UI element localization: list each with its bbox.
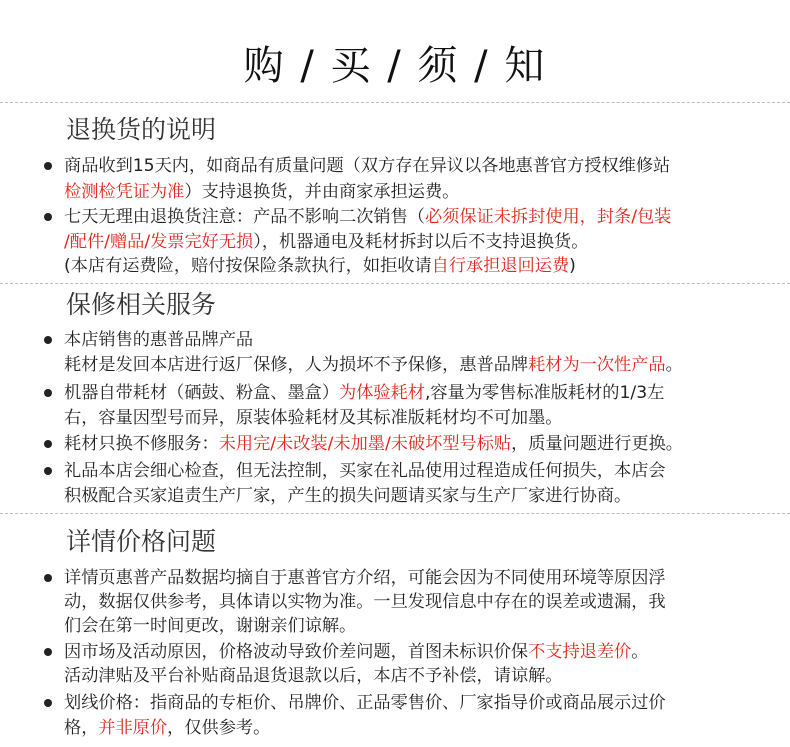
divider (0, 513, 790, 514)
pricing-item-2-line-2: 活动津贴及平台补贴商品退货退款以后，本店不予补偿，请谅解。 (64, 666, 563, 686)
body-text: ，仅供参考。 (167, 718, 271, 738)
section-heading-returns: 退换货的说明 (66, 115, 217, 144)
warranty-item-2-line-2: 右，容量因型号而异，原装体验耗材及其标准版耗材均不可加墨。 (64, 408, 563, 428)
pricing-item-1-line-2: 动，数据仅供参考，具体请以实物为准。一旦发现信息中存在的误差或遗漏，我 (64, 592, 666, 612)
returns-item-1-line-2 (64, 180, 459, 204)
warranty-item-4-line-1: 礼品本店会细心检查，但无法控制，买家在礼品使用过程造成任何损失，本店会 (64, 461, 666, 481)
bullet-icon (44, 574, 52, 582)
divider (0, 283, 790, 284)
bullet-icon (44, 440, 52, 448)
warranty-item-3-line-1 (64, 432, 683, 456)
body-text: ，质量问题进行更换。 (511, 434, 683, 454)
body-text: 耗材是发回本店进行返厂保修，人为损坏不予保修，惠普品牌 (64, 355, 529, 375)
returns-item-2-line-3 (64, 254, 576, 278)
bullet-icon (44, 389, 52, 397)
pricing-item-3-line-1: 划线价格：指商品的专柜价、吊牌价、正品零售价、厂家指导价或商品展示过价 (64, 693, 666, 713)
warranty-item-1-line-1: 本店销售的惠普品牌产品 (64, 330, 254, 350)
highlight-text: 并非原价 (98, 718, 168, 738)
page-title: 购 / 买 / 须 / 知 (243, 43, 547, 89)
warranty-item-2-line-1 (64, 381, 664, 405)
highlight-text: /配件/赠品/发票完好无损 (64, 232, 254, 252)
bullet-icon (44, 648, 52, 656)
body-text: 因市场及活动原因，价格波动导致价差问题，首图未标识价保 (64, 642, 529, 662)
returns-item-1-line-1: 商品收到15天内，如商品有质量问题（双方存在异议以各地惠普官方授权维修站 (64, 156, 671, 176)
body-text: 机器自带耗材（硒鼓、粉盒、墨盒） (64, 383, 340, 403)
section-heading-pricing: 详情价格问题 (66, 527, 217, 556)
highlight-text: 自行承担退回运费 (431, 256, 570, 276)
body-text: 七天无理由退换货注意：产品不影响二次销售（ (64, 207, 425, 227)
bullet-icon (44, 336, 52, 344)
returns-item-2-line-1 (64, 205, 671, 229)
highlight-text: 未用完/未改装/未加墨/未破坏型号标贴 (218, 434, 512, 454)
body-text: ) (569, 256, 576, 276)
body-text: 格， (64, 718, 99, 738)
pricing-item-1-line-3: 们会在第一时间更改，谢谢亲们谅解。 (64, 616, 357, 636)
body-text: 。 (665, 355, 683, 375)
bullet-icon (44, 467, 52, 475)
highlight-text: 必须保证未拆封使用，封条/包装 (424, 207, 672, 227)
body-text: 。 (631, 642, 649, 662)
divider (0, 102, 790, 103)
bullet-icon (44, 162, 52, 170)
pricing-item-2-line-1 (64, 640, 648, 664)
body-text: (本店有运费险，赔付按保险条款执行，如拒收请 (64, 256, 432, 276)
body-text: ）支持退换货，并由商家承担运费。 (184, 182, 460, 202)
bullet-icon (44, 699, 52, 707)
bullet-icon (44, 213, 52, 221)
warranty-item-4-line-2: 积极配合买家追责生产厂家，产生的损失问题请买家与生产厂家进行协商。 (64, 486, 632, 506)
warranty-item-1-line-2 (64, 353, 683, 377)
pricing-item-3-line-2 (64, 716, 270, 740)
highlight-text: 不支持退差价 (528, 642, 632, 662)
pricing-item-1-line-1: 详情页惠普产品数据均摘自于惠普官方介绍，可能会因为不同使用环境等原因浮 (64, 568, 666, 588)
returns-item-2-line-2 (64, 230, 588, 254)
highlight-text: 为体验耗材 (339, 383, 425, 403)
body-text: ），机器通电及耗材拆封以后不支持退换货。 (253, 232, 589, 252)
body-text: ,容量为零售标准版耗材的1/3左 (424, 383, 665, 403)
highlight-text: 检测检凭证为准 (64, 182, 185, 202)
highlight-text: 耗材为一次性产品 (528, 355, 666, 375)
section-heading-warranty: 保修相关服务 (66, 290, 217, 319)
body-text: 耗材只换不修服务： (64, 434, 219, 454)
